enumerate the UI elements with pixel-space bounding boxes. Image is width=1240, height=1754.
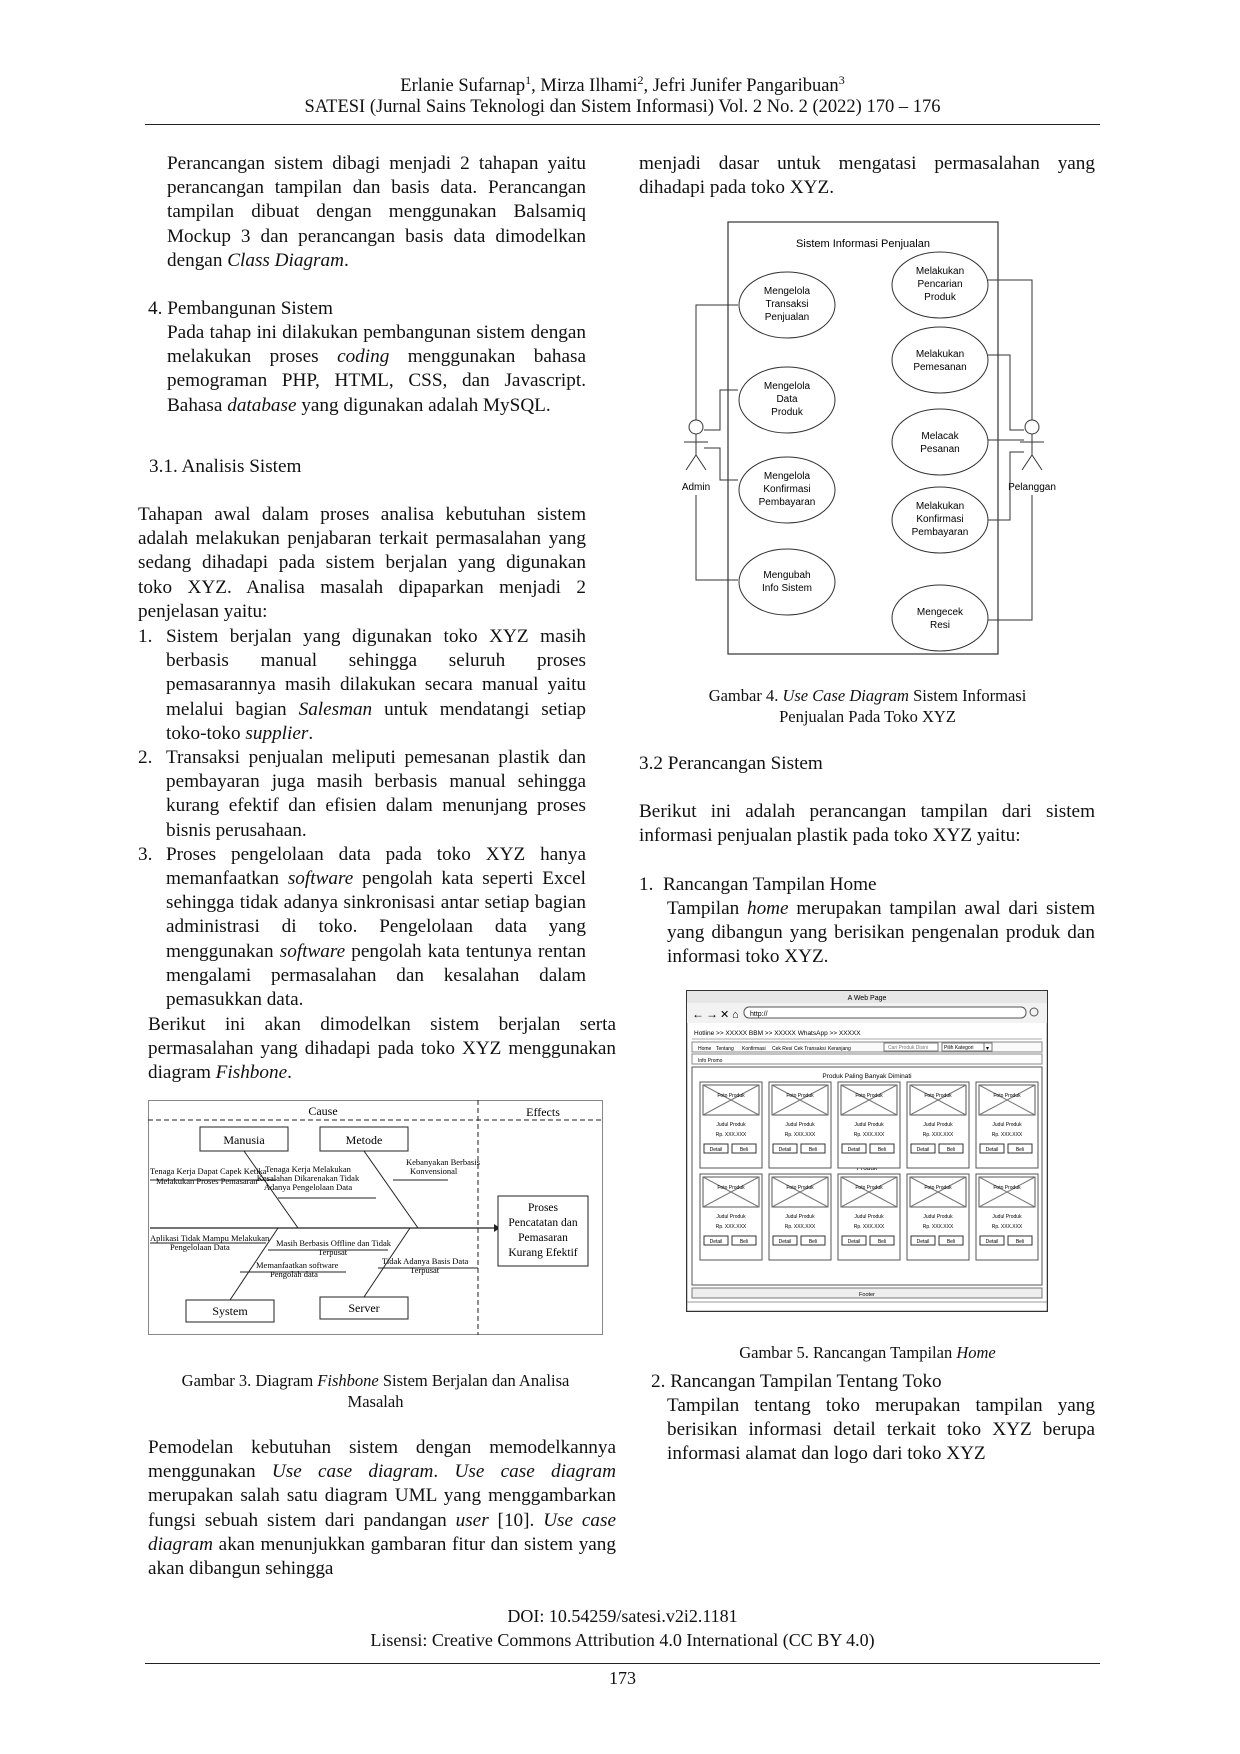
svg-text:Melakukan: Melakukan bbox=[915, 266, 965, 277]
svg-text:Pelanggan: Pelanggan bbox=[1008, 482, 1056, 493]
detail-label: Detail bbox=[847, 1147, 861, 1153]
caption-figure-5: Gambar 5. Rancangan Tampilan Home bbox=[739, 1343, 996, 1362]
buy-label: Beli bbox=[946, 1239, 956, 1245]
back-icon: ← bbox=[692, 1007, 704, 1021]
product-price: Rp. XXX.XXX bbox=[853, 1132, 885, 1138]
detail-label: Detail bbox=[985, 1239, 999, 1245]
paragraph-perancangan-sistem: Berikut ini adalah perancangan tampilan dari sistem informasi penjualan plastik pada toko XYZ yaitu: bbox=[639, 801, 1095, 847]
svg-text:Aplikasi Tidak Mampu Melakukan: Aplikasi Tidak Mampu Melakukan bbox=[150, 1233, 270, 1243]
usecase-melakukan-pencarian bbox=[892, 252, 988, 318]
svg-text:Tidak Adanya Basis Data: Tidak Adanya Basis Data bbox=[382, 1256, 469, 1266]
svg-text:Melacak: Melacak bbox=[921, 431, 959, 442]
effects-label: Effects bbox=[526, 1105, 560, 1119]
svg-text:Penjualan: Penjualan bbox=[764, 312, 810, 323]
product-card bbox=[838, 1174, 900, 1260]
metode-label: Metode bbox=[345, 1133, 383, 1147]
caption-figure-4: Gambar 4. Use Case Diagram Sistem Informasi Penjualan Pada Toko XYZ bbox=[708, 686, 1027, 726]
usecase-mengubah-info bbox=[739, 549, 835, 615]
svg-text:Mengecek: Mengecek bbox=[916, 607, 964, 618]
paragraph-perancangan: Perancangan sistem dibagi menjadi 2 tahapan yaitu perancangan tampilan dan basis data. Perancangan tampilan dibuat dengan menggunakan Balsamiq Mockup 3 dan perancangan basis data dimodelkan dengan Class Diagram. bbox=[167, 153, 586, 271]
product-card bbox=[769, 1174, 831, 1260]
detail-label: Detail bbox=[778, 1239, 792, 1245]
admin-actor bbox=[682, 420, 710, 493]
forward-icon: → bbox=[706, 1007, 718, 1021]
product-image-label: Foto Produk bbox=[993, 1093, 1021, 1099]
svg-text:Keranjang: Keranjang bbox=[828, 1046, 851, 1052]
svg-text:Terpusat: Terpusat bbox=[410, 1265, 440, 1275]
product-title: Judul Produk bbox=[923, 1122, 953, 1128]
svg-text:Resi: Resi bbox=[929, 620, 951, 631]
buy-label: Beli bbox=[808, 1239, 818, 1245]
product-image-label: Foto Produk bbox=[855, 1185, 883, 1191]
list-item: 2. Transaksi penjualan meliputi pemesanan plastik dan pembayaran juga masih berbasis manual sehingga kurang efektif dan efisien dalam menunjang proses bisnis perusahaan. bbox=[138, 747, 586, 841]
product-title: Judul Produk bbox=[716, 1214, 746, 1220]
usecase-mengelola-transaksi bbox=[739, 272, 835, 338]
product-image-label: Foto Produk bbox=[786, 1185, 814, 1191]
buy-label: Beli bbox=[739, 1239, 749, 1245]
product-price: Rp. XXX.XXX bbox=[715, 1132, 747, 1138]
detail-label: Detail bbox=[916, 1239, 930, 1245]
product-card bbox=[700, 1174, 762, 1260]
product-image-label: Foto Produk bbox=[924, 1185, 952, 1191]
product-price: Rp. XXX.XXX bbox=[784, 1224, 816, 1230]
list-item-tentang-toko: 2. Rancangan Tampilan Tentang Toko bbox=[651, 1371, 942, 1392]
product-title: Judul Produk bbox=[785, 1214, 815, 1220]
svg-text:Home: Home bbox=[698, 1046, 712, 1052]
svg-text:Pembayaran: Pembayaran bbox=[758, 497, 816, 508]
usecase-mengelola-data-produk bbox=[739, 367, 835, 433]
buy-label: Beli bbox=[808, 1147, 818, 1153]
svg-text:Cek Transaksi: Cek Transaksi bbox=[794, 1046, 826, 1052]
svg-text:Proses: Proses bbox=[527, 1202, 559, 1214]
close-icon: ✕ bbox=[720, 1009, 730, 1021]
svg-text:Transaksi: Transaksi bbox=[765, 299, 809, 310]
manusia-label: Manusia bbox=[223, 1133, 265, 1147]
svg-text:Adanya Pengelolaan Data: Adanya Pengelolaan Data bbox=[263, 1182, 353, 1192]
buy-label: Beli bbox=[877, 1239, 887, 1245]
product-image-label: Foto Produk bbox=[717, 1093, 745, 1099]
caption-figure-3: Gambar 3. Diagram Fishbone Sistem Berjalan dan Analisa Masalah bbox=[181, 1371, 570, 1411]
product-title: Judul Produk bbox=[716, 1122, 746, 1128]
list-item-4: 4. Pembangunan Sistem bbox=[148, 298, 333, 319]
paragraph-tentang-toko: Tampilan tentang toko merupakan tampilan yang berisikan informasi detail terkait toko XYZ berupa informasi alamat dan logo dari toko XYZ bbox=[667, 1395, 1095, 1465]
product-title: Judul Produk bbox=[854, 1122, 884, 1128]
detail-label: Detail bbox=[985, 1147, 999, 1153]
license-line: Lisensi: Creative Commons Attribution 4.0 International (CC BY 4.0) bbox=[370, 1630, 875, 1650]
page-number: 173 bbox=[609, 1668, 636, 1688]
svg-text:Mengelola: Mengelola bbox=[763, 381, 811, 392]
svg-text:Info Sistem: Info Sistem bbox=[761, 583, 813, 594]
paragraph-analisis: Tahapan awal dalam proses analisa kebutuhan sistem adalah melakukan penjabaran terkait permasalahan yang sedang dihadapi pada sistem berjalan yang digunakan toko XYZ. Analisa masalah dipaparkan menjadi 2 penjelasan yaitu: bbox=[138, 504, 586, 622]
svg-text:Admin: Admin bbox=[681, 482, 711, 493]
svg-text:Produk: Produk bbox=[924, 292, 956, 303]
usecase-melakukan-konfirmasi bbox=[892, 487, 988, 553]
svg-text:Footer: Footer bbox=[859, 1292, 875, 1298]
running-header-authors: Erlanie Sufarnap$^1$, Mirza Ilhami$^2$, Jefri Junifer Pangaribuan$^3$ bbox=[400, 73, 845, 97]
usecase-melakukan-pemesanan bbox=[892, 327, 988, 393]
svg-text:Mengubah: Mengubah bbox=[763, 570, 811, 581]
buy-label: Beli bbox=[877, 1147, 887, 1153]
svg-text:Mengelola: Mengelola bbox=[763, 471, 811, 482]
running-header-journal: SATESI (Jurnal Sains Teknologi dan Sistem Informasi) Vol. 2 No. 2 (2022) 170 – 176 bbox=[304, 97, 941, 117]
product-card bbox=[769, 1082, 831, 1168]
paragraph-pembangunan: Pada tahap ini dilakukan pembangunan sistem dengan melakukan proses coding menggunakan bahasa pemograman PHP, HTML, CSS, dan Javascript. Bahasa database yang digunakan adalah MySQL. bbox=[167, 322, 586, 416]
list-item: 1. Sistem berjalan yang digunakan toko XYZ masih berbasis manual sehingga seluruh proses pemasarannya masih dilakukan secara manual yaitu melalui bagian Salesman untuk mendatangi setiap toko-toko supplier. bbox=[138, 626, 586, 744]
system-label: System bbox=[212, 1304, 248, 1318]
svg-text:Masih Berbasis Offline dan Tid: Masih Berbasis Offline dan Tidak bbox=[276, 1238, 392, 1248]
svg-text:Konfirmasi: Konfirmasi bbox=[742, 1046, 766, 1052]
product-title: Judul Produk bbox=[854, 1214, 884, 1220]
home-icon: ⌂ bbox=[732, 1009, 739, 1021]
svg-text:Pengolah data: Pengolah data bbox=[270, 1269, 318, 1279]
product-card bbox=[976, 1082, 1038, 1168]
usecase-mengelola-konfirmasi bbox=[739, 457, 835, 523]
svg-text:Pembayaran: Pembayaran bbox=[911, 527, 969, 538]
product-image-label: Foto Produk bbox=[993, 1185, 1021, 1191]
detail-label: Detail bbox=[847, 1239, 861, 1245]
window-title: A Web Page bbox=[847, 995, 887, 1002]
svg-text:Melakukan Proses Pemasaran: Melakukan Proses Pemasaran bbox=[156, 1176, 258, 1186]
svg-text:Kurang Efektif: Kurang Efektif bbox=[508, 1247, 578, 1259]
buy-label: Beli bbox=[946, 1147, 956, 1153]
pelanggan-actor bbox=[1008, 420, 1056, 493]
buy-label: Beli bbox=[1015, 1147, 1025, 1153]
product-card bbox=[907, 1082, 969, 1168]
home-mockup bbox=[686, 990, 1048, 1312]
svg-text:▾: ▾ bbox=[986, 1046, 990, 1052]
svg-text:Memanfaatkan software: Memanfaatkan software bbox=[256, 1260, 339, 1270]
usecase-mengecek-resi bbox=[892, 585, 988, 651]
paragraph-continuation: menjadi dasar untuk mengatasi permasalahan yang dihadapi pada toko XYZ. bbox=[639, 153, 1095, 199]
section-heading-3-2: 3.2 Perancangan Sistem bbox=[639, 753, 823, 774]
paragraph-fishbone-intro: Berikut ini akan dimodelkan sistem berjalan serta permasalahan yang dihadapi pada toko XYZ menggunakan diagram Fishbone. bbox=[148, 1014, 616, 1084]
svg-text:Produk: Produk bbox=[771, 407, 803, 418]
svg-text:Pemesanan: Pemesanan bbox=[913, 362, 967, 373]
product-title: Judul Produk bbox=[992, 1214, 1022, 1220]
svg-text:Cari Produk Disini: Cari Produk Disini bbox=[888, 1045, 929, 1051]
svg-text:Pemasaran: Pemasaran bbox=[518, 1232, 568, 1244]
svg-text:Pencatatan dan: Pencatatan dan bbox=[508, 1217, 578, 1229]
svg-text:Konfirmasi: Konfirmasi bbox=[916, 514, 964, 525]
use-case-diagram bbox=[670, 220, 1065, 660]
product-price: Rp. XXX.XXX bbox=[715, 1224, 747, 1230]
detail-label: Detail bbox=[709, 1239, 723, 1245]
paragraph-usecase: Pemodelan kebutuhan sistem dengan memodelkannya menggunakan Use case diagram. Use case diagram merupakan salah satu diagram UML yang menggambarkan fungsi sebuah sistem dari pandangan user [10]. Use case diagram akan menunjukkan gambaran fitur dan sistem yang akan dibangun sehingga bbox=[148, 1437, 617, 1580]
svg-text:Kesalahan Dikarenakan Tidak: Kesalahan Dikarenakan Tidak bbox=[256, 1173, 360, 1183]
product-price: Rp. XXX.XXX bbox=[991, 1224, 1023, 1230]
product-card bbox=[976, 1174, 1038, 1260]
system-title: Sistem Informasi Penjualan bbox=[796, 238, 930, 250]
product-price: Rp. XXX.XXX bbox=[991, 1132, 1023, 1138]
usecase-melacak-pesanan bbox=[892, 409, 988, 475]
svg-text:Konfirmasi: Konfirmasi bbox=[763, 484, 811, 495]
cause-label: Cause bbox=[308, 1104, 338, 1118]
section-heading-3-1: 3.1. Analisis Sistem bbox=[149, 456, 302, 477]
product-title: Judul Produk bbox=[992, 1122, 1022, 1128]
svg-text:Pencarian: Pencarian bbox=[917, 279, 963, 290]
svg-text:Melakukan: Melakukan bbox=[915, 501, 965, 512]
buy-label: Beli bbox=[739, 1147, 749, 1153]
product-price: Rp. XXX.XXX bbox=[853, 1224, 885, 1230]
product-image-label: Foto Produk bbox=[855, 1093, 883, 1099]
svg-text:Pesanan: Pesanan bbox=[920, 444, 960, 455]
svg-text:Tenaga Kerja Melakukan: Tenaga Kerja Melakukan bbox=[265, 1164, 351, 1174]
svg-text:Konvensional: Konvensional bbox=[410, 1166, 458, 1176]
svg-text:Info Promo: Info Promo bbox=[698, 1058, 723, 1064]
detail-label: Detail bbox=[778, 1147, 792, 1153]
header-rule bbox=[145, 124, 1100, 125]
svg-text:Data: Data bbox=[776, 394, 798, 405]
product-price: Rp. XXX.XXX bbox=[922, 1132, 954, 1138]
product-image-label: Foto Produk bbox=[717, 1185, 745, 1191]
svg-text:Pengelolaan Data: Pengelolaan Data bbox=[170, 1242, 230, 1252]
url-text: http:// bbox=[750, 1011, 768, 1018]
svg-text:Terpusat: Terpusat bbox=[318, 1247, 348, 1257]
product-price: Rp. XXX.XXX bbox=[784, 1132, 816, 1138]
svg-text:Cek Resi: Cek Resi bbox=[772, 1046, 793, 1052]
detail-label: Detail bbox=[709, 1147, 723, 1153]
list-item-home: 1. Rancangan Tampilan Home bbox=[639, 874, 877, 895]
product-card bbox=[838, 1082, 900, 1168]
analysis-list bbox=[138, 625, 586, 1012]
svg-text:Tentang: Tentang bbox=[716, 1046, 734, 1052]
server-label: Server bbox=[348, 1301, 380, 1315]
buy-label: Beli bbox=[1015, 1239, 1025, 1245]
svg-text:Produk Paling Banyak Diminati: Produk Paling Banyak Diminati bbox=[822, 1073, 912, 1080]
detail-label: Detail bbox=[916, 1147, 930, 1153]
svg-text:Melakukan: Melakukan bbox=[915, 349, 965, 360]
list-item: 3. Proses pengelolaan data pada toko XYZ hanya memanfaatkan software pengolah kata seperti Excel sehingga tidak adanya sinkronisasi antar setiap bagian administrasi di toko. Pengelolaan data yang menggunakan software pengolah kata tentunya rentan mengalami permasalahan dan kesalahan dalam pemasukkan data. bbox=[138, 843, 586, 1011]
product-title: Judul Produk bbox=[923, 1214, 953, 1220]
contact-line: Hotline >> XXXXX BBM >> XXXXX WhatsApp >> XXXXX bbox=[694, 1030, 861, 1037]
product-card bbox=[700, 1082, 762, 1168]
paragraph-home: Tampilan home merupakan tampilan awal dari sistem yang dibangun yang berisikan pengenalan produk dan informasi toko XYZ. bbox=[667, 898, 1095, 968]
svg-text:Kebanyakan Berbasis: Kebanyakan Berbasis bbox=[406, 1157, 480, 1167]
footer-rule bbox=[145, 1663, 1100, 1664]
product-image-label: Foto Produk bbox=[924, 1093, 952, 1099]
product-price: Rp. XXX.XXX bbox=[922, 1224, 954, 1230]
product-card bbox=[907, 1174, 969, 1260]
doi-line: DOI: 10.54259/satesi.v2i2.1181 bbox=[507, 1606, 738, 1626]
product-title: Judul Produk bbox=[785, 1122, 815, 1128]
svg-text:Pilih Kategori: Pilih Kategori bbox=[944, 1045, 974, 1051]
product-image-label: Foto Produk bbox=[786, 1093, 814, 1099]
svg-text:Tenaga Kerja Dapat Capek Ketik: Tenaga Kerja Dapat Capek Ketika bbox=[150, 1166, 267, 1176]
svg-text:Mengelola: Mengelola bbox=[763, 286, 811, 297]
fishbone-diagram bbox=[148, 1100, 603, 1335]
